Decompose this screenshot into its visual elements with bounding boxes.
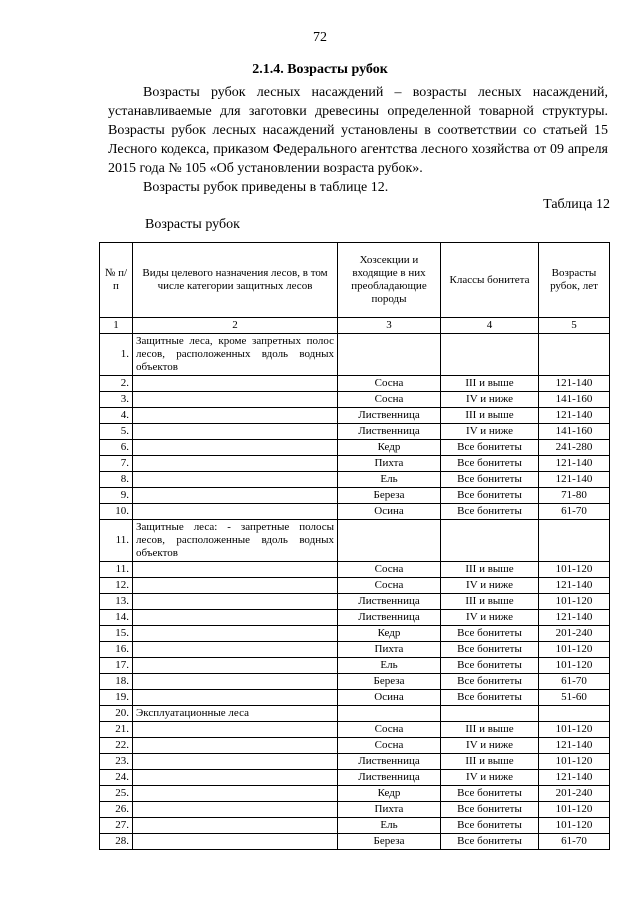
- table-row: [100, 834, 610, 850]
- table-title: Возрасты рубок: [145, 217, 240, 232]
- row-number-cell: 15.: [100, 626, 133, 642]
- row-site-class-cell: Все бонитеты: [441, 488, 539, 504]
- row-cutting-age-cell: 101-120: [539, 722, 610, 738]
- table-row: [100, 802, 610, 818]
- table-row: [100, 520, 610, 562]
- row-purpose-cell: [133, 408, 338, 424]
- row-species-cell: Ель: [338, 658, 441, 674]
- row-cutting-age-cell: 121-140: [539, 578, 610, 594]
- row-site-class-cell: Все бонитеты: [441, 642, 539, 658]
- table-row: [100, 424, 610, 440]
- row-purpose-cell: [133, 562, 338, 578]
- header-cutting-age: Возрасты рубок, лет: [539, 243, 610, 318]
- row-number-cell: 26.: [100, 802, 133, 818]
- header-number: № п/п: [100, 243, 133, 318]
- row-species-cell: Лиственница: [338, 424, 441, 440]
- row-purpose-cell: [133, 456, 338, 472]
- row-number-cell: 3.: [100, 392, 133, 408]
- row-cutting-age-cell: [539, 520, 610, 562]
- table-row: [100, 472, 610, 488]
- table-row: [100, 578, 610, 594]
- row-cutting-age-cell: 121-140: [539, 472, 610, 488]
- row-species-cell: [338, 334, 441, 376]
- row-number-cell: 5.: [100, 424, 133, 440]
- table-row: [100, 754, 610, 770]
- row-cutting-age-cell: 101-120: [539, 594, 610, 610]
- row-site-class-cell: [441, 334, 539, 376]
- row-species-cell: Лиственница: [338, 754, 441, 770]
- row-cutting-age-cell: 101-120: [539, 754, 610, 770]
- row-number-cell: 19.: [100, 690, 133, 706]
- row-species-cell: Береза: [338, 674, 441, 690]
- row-cutting-age-cell: 101-120: [539, 658, 610, 674]
- table-row: [100, 674, 610, 690]
- row-site-class-cell: [441, 706, 539, 722]
- row-purpose-cell: Защитные леса, кроме запретных полос лесов, расположенных вдоль водных объектов: [133, 334, 338, 376]
- row-species-cell: Сосна: [338, 578, 441, 594]
- row-site-class-cell: III и выше: [441, 594, 539, 610]
- row-number-cell: 17.: [100, 658, 133, 674]
- row-species-cell: Ель: [338, 472, 441, 488]
- table-row: [100, 738, 610, 754]
- row-purpose-cell: [133, 674, 338, 690]
- row-site-class-cell: Все бонитеты: [441, 658, 539, 674]
- row-species-cell: Береза: [338, 834, 441, 850]
- row-cutting-age-cell: 101-120: [539, 802, 610, 818]
- row-number-cell: 21.: [100, 722, 133, 738]
- row-purpose-cell: [133, 376, 338, 392]
- row-purpose-cell: [133, 690, 338, 706]
- row-site-class-cell: Все бонитеты: [441, 456, 539, 472]
- row-number-cell: 18.: [100, 674, 133, 690]
- page-number: 72: [313, 30, 327, 45]
- table-row: [100, 786, 610, 802]
- col-number: 3: [338, 318, 441, 334]
- row-purpose-cell: [133, 626, 338, 642]
- row-number-cell: 22.: [100, 738, 133, 754]
- row-site-class-cell: Все бонитеты: [441, 786, 539, 802]
- row-purpose-cell: [133, 440, 338, 456]
- row-species-cell: Пихта: [338, 642, 441, 658]
- table-row: [100, 440, 610, 456]
- table-row: [100, 334, 610, 376]
- row-number-cell: 12.: [100, 578, 133, 594]
- paragraph-intro: Возрасты рубок лесных насаждений – возрасты лесных насаждений, устанавливаемые для заготовки древесины определенной товарной структуры. Возрасты рубок лесных насаждений установлены в соответствии со статьей 15 Лесного кодекса, приказом Федерального агентства лесного хозяйства от 09 апреля 2015 года № 105 «Об установлении возраста рубок».: [108, 85, 608, 176]
- row-site-class-cell: III и выше: [441, 408, 539, 424]
- row-purpose-cell: [133, 786, 338, 802]
- row-number-cell: 25.: [100, 786, 133, 802]
- row-number-cell: 1.: [100, 334, 133, 376]
- row-purpose-cell: Эксплуатационные леса: [133, 706, 338, 722]
- row-site-class-cell: Все бонитеты: [441, 440, 539, 456]
- row-site-class-cell: Все бонитеты: [441, 674, 539, 690]
- row-purpose-cell: [133, 642, 338, 658]
- row-purpose-cell: [133, 722, 338, 738]
- table-row: [100, 658, 610, 674]
- table-row: [100, 456, 610, 472]
- row-number-cell: 24.: [100, 770, 133, 786]
- row-site-class-cell: Все бонитеты: [441, 504, 539, 520]
- table-row: [100, 818, 610, 834]
- row-purpose-cell: [133, 488, 338, 504]
- header-species: Хозсекции и входящие в них преобладающие породы: [338, 243, 441, 318]
- row-site-class-cell: III и выше: [441, 754, 539, 770]
- row-site-class-cell: IV и ниже: [441, 610, 539, 626]
- row-cutting-age-cell: 61-70: [539, 834, 610, 850]
- row-number-cell: 8.: [100, 472, 133, 488]
- row-purpose-cell: [133, 834, 338, 850]
- row-purpose-cell: [133, 504, 338, 520]
- row-species-cell: Осина: [338, 690, 441, 706]
- table-header-row: [100, 243, 610, 318]
- row-cutting-age-cell: 71-80: [539, 488, 610, 504]
- row-cutting-age-cell: 201-240: [539, 786, 610, 802]
- row-number-cell: 4.: [100, 408, 133, 424]
- row-species-cell: Кедр: [338, 440, 441, 456]
- row-species-cell: Лиственница: [338, 594, 441, 610]
- table-row: [100, 642, 610, 658]
- table-row: [100, 610, 610, 626]
- row-purpose-cell: [133, 770, 338, 786]
- row-site-class-cell: III и выше: [441, 376, 539, 392]
- row-species-cell: [338, 706, 441, 722]
- row-species-cell: Сосна: [338, 722, 441, 738]
- column-number-row: [100, 318, 610, 334]
- row-site-class-cell: Все бонитеты: [441, 690, 539, 706]
- row-cutting-age-cell: 121-140: [539, 376, 610, 392]
- row-number-cell: 23.: [100, 754, 133, 770]
- row-purpose-cell: [133, 472, 338, 488]
- row-site-class-cell: [441, 520, 539, 562]
- row-site-class-cell: IV и ниже: [441, 738, 539, 754]
- row-species-cell: Сосна: [338, 392, 441, 408]
- row-species-cell: Лиственница: [338, 770, 441, 786]
- row-site-class-cell: Все бонитеты: [441, 626, 539, 642]
- row-species-cell: Лиственница: [338, 610, 441, 626]
- row-purpose-cell: [133, 610, 338, 626]
- row-cutting-age-cell: 61-70: [539, 674, 610, 690]
- table-row: [100, 706, 610, 722]
- table-row: [100, 562, 610, 578]
- table-row: [100, 488, 610, 504]
- row-purpose-cell: [133, 594, 338, 610]
- row-purpose-cell: [133, 754, 338, 770]
- row-species-cell: Кедр: [338, 626, 441, 642]
- row-site-class-cell: IV и ниже: [441, 578, 539, 594]
- row-site-class-cell: IV и ниже: [441, 392, 539, 408]
- row-purpose-cell: [133, 818, 338, 834]
- table-number: Таблица 12: [543, 197, 610, 212]
- row-cutting-age-cell: 201-240: [539, 626, 610, 642]
- table-row: [100, 392, 610, 408]
- row-species-cell: Кедр: [338, 786, 441, 802]
- row-cutting-age-cell: 51-60: [539, 690, 610, 706]
- row-number-cell: 20.: [100, 706, 133, 722]
- table-row: [100, 690, 610, 706]
- row-number-cell: 2.: [100, 376, 133, 392]
- row-number-cell: 28.: [100, 834, 133, 850]
- row-number-cell: 14.: [100, 610, 133, 626]
- row-cutting-age-cell: 141-160: [539, 392, 610, 408]
- row-purpose-cell: [133, 802, 338, 818]
- row-number-cell: 11.: [100, 562, 133, 578]
- col-number: 4: [441, 318, 539, 334]
- row-number-cell: 9.: [100, 488, 133, 504]
- row-species-cell: Ель: [338, 818, 441, 834]
- row-purpose-cell: [133, 392, 338, 408]
- row-site-class-cell: Все бонитеты: [441, 834, 539, 850]
- row-number-cell: 16.: [100, 642, 133, 658]
- row-site-class-cell: III и выше: [441, 562, 539, 578]
- paragraph-reference: Возрасты рубок приведены в таблице 12.: [143, 180, 389, 195]
- section-heading: 2.1.4. Возрасты рубок: [252, 62, 388, 77]
- row-purpose-cell: [133, 658, 338, 674]
- row-cutting-age-cell: 121-140: [539, 610, 610, 626]
- row-species-cell: Пихта: [338, 456, 441, 472]
- row-site-class-cell: IV и ниже: [441, 424, 539, 440]
- table-row: [100, 770, 610, 786]
- table-row: [100, 408, 610, 424]
- row-number-cell: 7.: [100, 456, 133, 472]
- row-cutting-age-cell: [539, 334, 610, 376]
- row-cutting-age-cell: 121-140: [539, 408, 610, 424]
- row-cutting-age-cell: 121-140: [539, 770, 610, 786]
- row-species-cell: Сосна: [338, 376, 441, 392]
- row-cutting-age-cell: 101-120: [539, 818, 610, 834]
- header-forest-purpose: Виды целевого назначения лесов, в том числе категории защитных лесов: [133, 243, 338, 318]
- row-species-cell: [338, 520, 441, 562]
- table-row: [100, 504, 610, 520]
- row-number-cell: 6.: [100, 440, 133, 456]
- row-purpose-cell: [133, 738, 338, 754]
- table-row: [100, 626, 610, 642]
- row-site-class-cell: Все бонитеты: [441, 472, 539, 488]
- row-site-class-cell: Все бонитеты: [441, 802, 539, 818]
- row-cutting-age-cell: 241-280: [539, 440, 610, 456]
- row-species-cell: Сосна: [338, 562, 441, 578]
- row-purpose-cell: [133, 424, 338, 440]
- row-number-cell: 10.: [100, 504, 133, 520]
- row-site-class-cell: Все бонитеты: [441, 818, 539, 834]
- row-species-cell: Береза: [338, 488, 441, 504]
- row-cutting-age-cell: 101-120: [539, 562, 610, 578]
- table-row: [100, 722, 610, 738]
- row-cutting-age-cell: 121-140: [539, 738, 610, 754]
- table-row: [100, 594, 610, 610]
- row-species-cell: Лиственница: [338, 408, 441, 424]
- row-site-class-cell: III и выше: [441, 722, 539, 738]
- row-cutting-age-cell: 121-140: [539, 456, 610, 472]
- row-number-cell: 27.: [100, 818, 133, 834]
- row-number-cell: 11.: [100, 520, 133, 562]
- row-species-cell: Сосна: [338, 738, 441, 754]
- row-purpose-cell: Защитные леса: - запретные полосы лесов, расположенные вдоль водных объектов: [133, 520, 338, 562]
- row-number-cell: 13.: [100, 594, 133, 610]
- row-species-cell: Осина: [338, 504, 441, 520]
- col-number: 5: [539, 318, 610, 334]
- col-number: 2: [133, 318, 338, 334]
- row-species-cell: Пихта: [338, 802, 441, 818]
- row-cutting-age-cell: 61-70: [539, 504, 610, 520]
- cutting-age-table: [99, 242, 610, 850]
- row-site-class-cell: IV и ниже: [441, 770, 539, 786]
- col-number: 1: [100, 318, 133, 334]
- row-purpose-cell: [133, 578, 338, 594]
- row-cutting-age-cell: 141-160: [539, 424, 610, 440]
- row-cutting-age-cell: 101-120: [539, 642, 610, 658]
- table-row: [100, 376, 610, 392]
- header-site-class: Классы бонитета: [441, 243, 539, 318]
- row-cutting-age-cell: [539, 706, 610, 722]
